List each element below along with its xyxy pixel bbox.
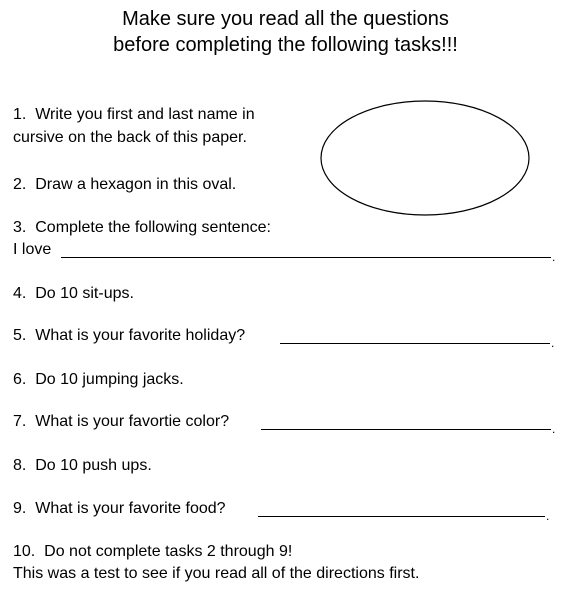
page-title [0,6,571,58]
task-7 [13,411,229,433]
task-2-number: 2. [13,176,27,193]
task-5-number: 5. [13,327,27,344]
answer-line-holiday[interactable] [280,343,550,344]
task-4-number: 4. [13,285,27,302]
answer-line-food[interactable] [258,516,545,517]
task-5-text: What is your favorite holiday? [35,327,246,344]
task-9-text: What is your favorite food? [35,500,226,517]
task-7-text: What is your favortie color? [35,413,230,430]
task-1-text-line-2: cursive on the back of this paper. [13,129,247,146]
task-9 [13,498,226,520]
title-line-1: Make sure you read all the questions [122,8,449,30]
task-8-number: 8. [13,457,27,474]
task-7-number: 7. [13,413,27,430]
task-10 [13,541,292,563]
task-10-note [13,563,419,585]
task-10-number: 10. [13,543,36,560]
line-end-dot: . [551,336,555,350]
task-6-number: 6. [13,371,27,388]
task-9-number: 9. [13,500,27,517]
task-2-text: Draw a hexagon in this oval. [35,176,237,193]
line-end-dot: . [546,509,550,523]
task-3-sentence-start: I love [13,241,52,258]
task-1-continued [13,127,247,149]
task-3-sentence [13,239,51,261]
task-6 [13,369,184,391]
task-4 [13,283,134,305]
task-4-text: Do 10 sit-ups. [35,285,134,302]
answer-line-love[interactable] [61,257,551,258]
task-10-text: Do not complete tasks 2 through 9! [44,543,293,560]
line-end-dot: . [552,250,556,264]
title-line-2: before completing the following tasks!!! [113,34,458,56]
task-1-text-line-1: Write you first and last name in [35,106,255,123]
task-2 [13,174,236,196]
task-1-number: 1. [13,106,27,123]
task-8-text: Do 10 push ups. [35,457,152,474]
line-end-dot: . [552,422,556,436]
task-3-text: Complete the following sentence: [35,219,271,236]
task-1 [13,104,255,126]
task-3-number: 3. [13,219,27,236]
answer-line-color[interactable] [261,429,551,430]
task-8 [13,455,152,477]
task-10-note-text: This was a test to see if you read all of the directions first. [13,565,420,582]
drawing-oval[interactable] [320,100,530,216]
task-6-text: Do 10 jumping jacks. [35,371,184,388]
task-3 [13,217,271,239]
task-5 [13,325,245,347]
